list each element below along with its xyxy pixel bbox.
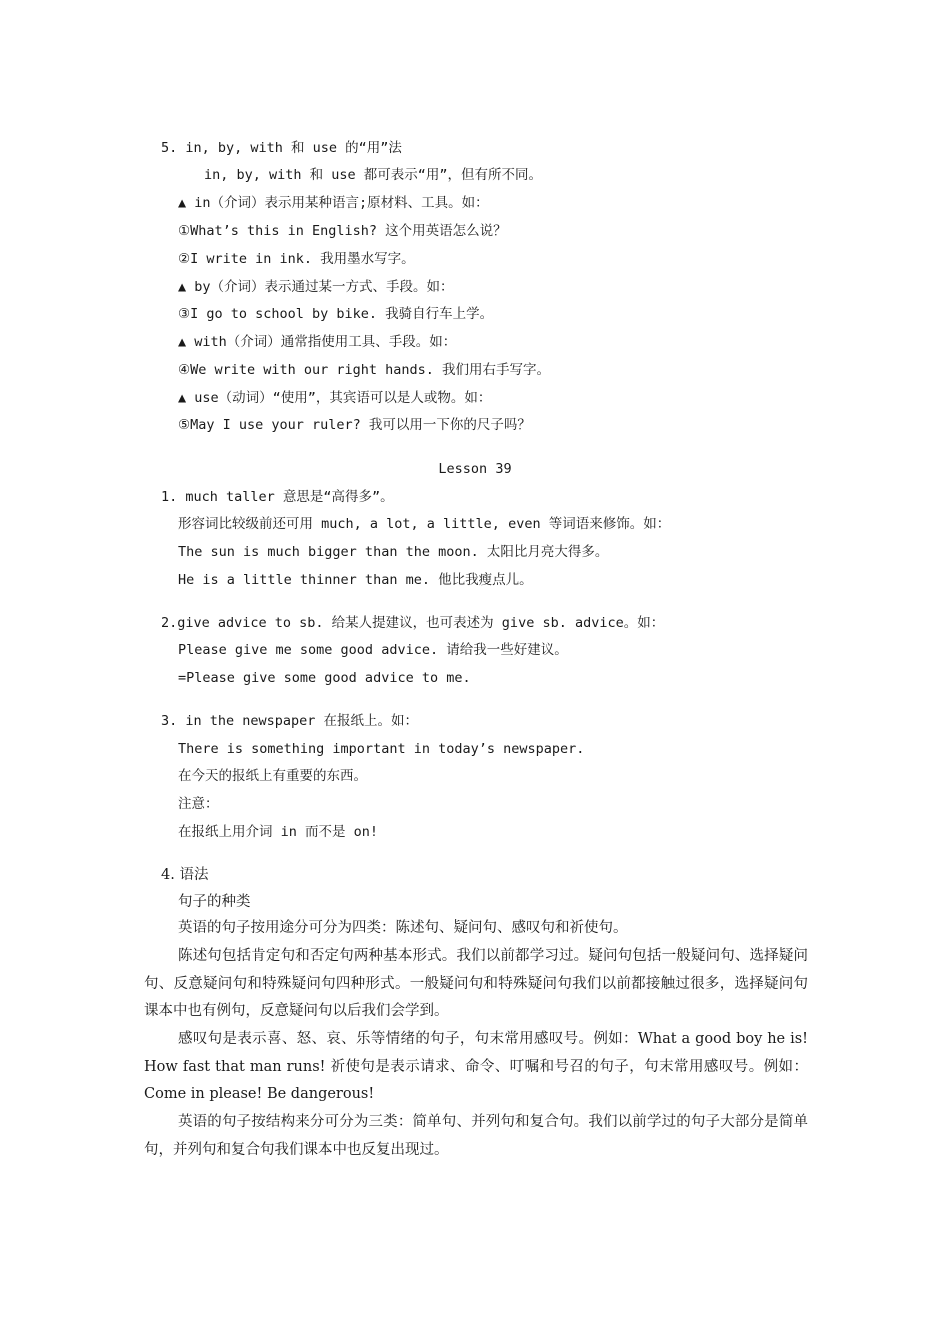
item2-line: =Please give some good advice to me.: [178, 670, 471, 686]
section5-line: ▲ use（动词）“使用”，其宾语可以是人或物。如：: [178, 390, 492, 406]
section5-line: ⑤May I use your ruler? 我可以用一下你的尺子吗？: [178, 417, 531, 433]
item1-heading: 1. much taller 意思是“高得多”。: [161, 489, 394, 505]
item2-heading: 2.give advice to sb. 给某人提建议，也可表述为 give sb. advice。如：: [161, 615, 665, 631]
section5-line: ▲ by（介词）表示通过某一方式、手段。如：: [178, 279, 454, 295]
item3-line: 注意：: [178, 796, 219, 812]
item1-line: The sun is much bigger than the moon. 太阳比月亮大得多。: [178, 544, 609, 560]
item4-paragraph: 感叹句是表示喜、怒、哀、乐等情绪的句子，句末常用感叹号。例如：What a good boy he is! How fast that man runs! 祈使句是表示请求、命令、叮嘱和号召的句子，句末常用感叹号。例如：Come in please! Be dangerous!: [144, 1031, 808, 1103]
item1-line: He is a little thinner than me. 他比我瘦点儿。: [178, 572, 533, 588]
section5-line: ③I go to school by bike. 我骑自行车上学。: [178, 306, 494, 322]
item3-line: 在今天的报纸上有重要的东西。: [178, 768, 367, 784]
section5-line: ②I write in ink. 我用墨水写字。: [178, 251, 415, 267]
item3-line: There is something important in today’s newspaper.: [178, 741, 585, 757]
item4-paragraph: 英语的句子按结构来分可分为三类：简单句、并列句和复合句。我们以前学过的句子大部分是简单句，并列句和复合句我们课本中也反复出现过。: [144, 1114, 808, 1158]
item4-paragraph: 英语的句子按用途分可分为四类：陈述句、疑问句、感叹句和祈使句。: [178, 920, 628, 936]
item3-heading: 3. in the newspaper 在报纸上。如：: [161, 713, 419, 729]
lesson-title: Lesson 39: [438, 461, 512, 477]
item2-line: Please give me some good advice. 请给我一些好建议。: [178, 642, 568, 658]
section5-line: ①What’s this in English? 这个用英语怎么说？: [178, 223, 507, 239]
section5-intro: in, by, with 和 use 都可表示“用”，但有所不同。: [204, 167, 543, 183]
item3-line: 在报纸上用介词 in 而不是 on!: [178, 824, 379, 840]
section5-line: ▲ with（介词）通常指使用工具、手段。如：: [178, 334, 457, 350]
item4-heading: 4. 语法: [161, 867, 209, 883]
item4-subheading: 句子的种类: [178, 894, 251, 910]
section5-line: ④We write with our right hands. 我们用右手写字。: [178, 362, 551, 378]
section5-heading: 5. in, by, with 和 use 的“用”法: [161, 140, 402, 156]
item4-paragraph: 陈述句包括肯定句和否定句两种基本形式。我们以前都学习过。疑问句包括一般疑问句、选择疑问句、反意疑问句和特殊疑问句四种形式。一般疑问句和特殊疑问句我们以前都接触过很多，选择疑问句课本中也有例句，反意疑问句以后我们会学到。: [144, 948, 808, 1020]
section5-line: ▲ in（介词）表示用某种语言;原材料、工具。如：: [178, 195, 489, 211]
item1-line: 形容词比较级前还可用 much, a lot, a little, even 等词语来修饰。如：: [178, 516, 671, 532]
